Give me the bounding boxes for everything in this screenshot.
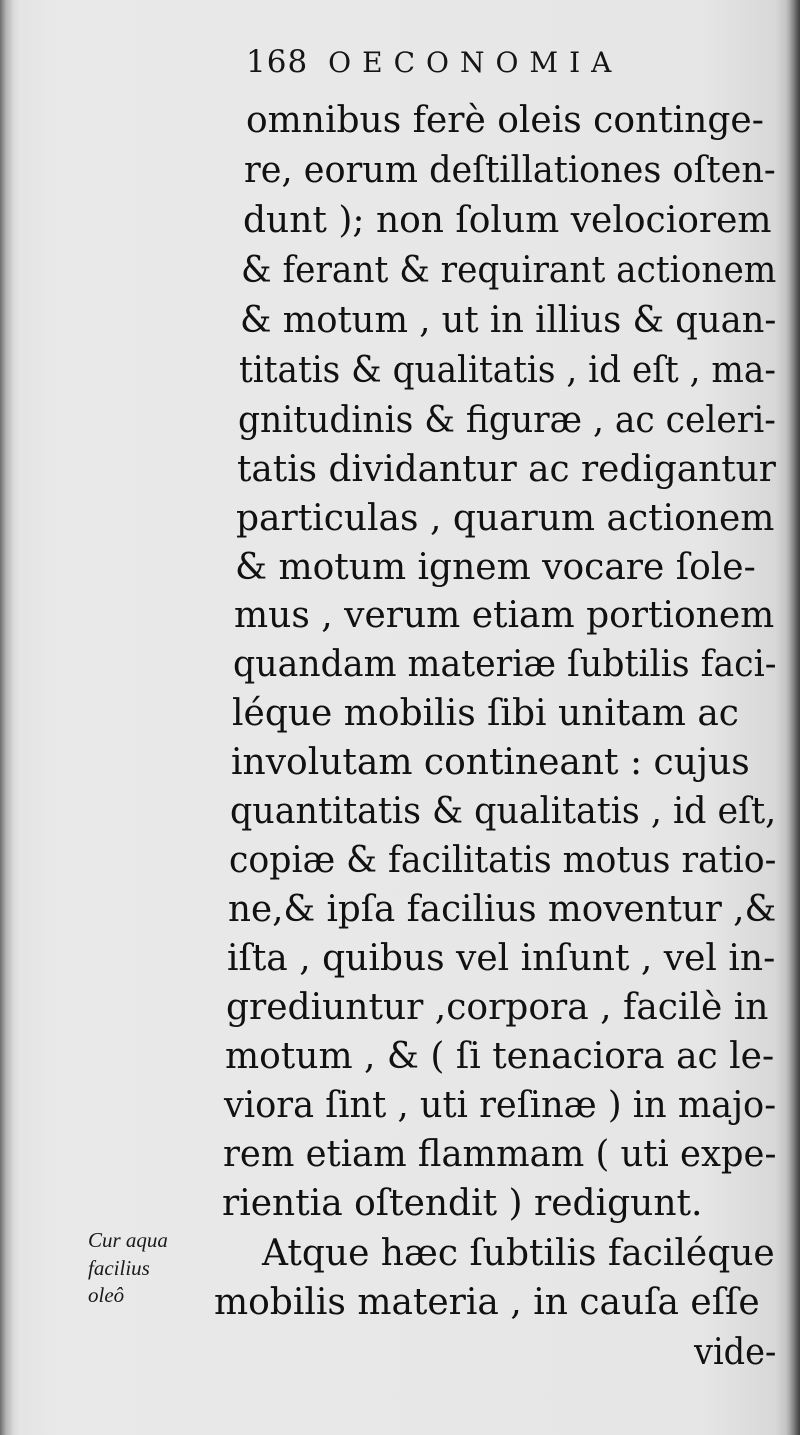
margin-note-line: oleô xyxy=(88,1283,125,1307)
text-line: iſta , quibus vel inſunt , vel in- xyxy=(227,938,776,979)
text-line: re, eorum deſtillationes oſten- xyxy=(244,150,776,191)
text-line: ne,& ipſa facilius moventur ,& xyxy=(228,889,777,930)
page-edge-shadow xyxy=(786,0,800,1435)
text-line: involutam contineant : cujus xyxy=(231,742,750,783)
text-line: quantitatis & qualitatis , id eſt, xyxy=(230,791,777,832)
margin-note-line: facilius xyxy=(88,1256,150,1280)
text-line: & ferant & requirant actionem xyxy=(241,250,777,291)
text-line: mus , verum etiam portionem xyxy=(234,595,775,636)
text-line: grediuntur ,corpora , facilè in xyxy=(226,987,769,1028)
text-line: vide- xyxy=(694,1332,777,1373)
text-line: & motum ignem vocare ſole- xyxy=(235,547,756,588)
text-line: quandam materiæ ſubtilis faci- xyxy=(233,644,777,685)
text-line: omnibus ferè oleis continge- xyxy=(246,100,764,141)
running-header xyxy=(246,44,622,84)
text-line: dunt ); non ſolum velociorem xyxy=(243,200,772,241)
text-line: titatis & qualitatis , id eſt , ma- xyxy=(239,350,776,391)
text-line: copiæ & facilitatis motus ratio- xyxy=(229,840,777,881)
text-line: mobilis materia , in cauſa eſſe xyxy=(214,1282,760,1323)
text-line: tatis dividantur ac redigantur xyxy=(237,449,776,490)
text-line: léque mobilis ſibi unitam ac xyxy=(232,693,739,734)
text-line: Atque hæc ſubtilis faciléque xyxy=(262,1233,775,1274)
page-number: 168 xyxy=(246,44,309,80)
text-line: & motum , ut in illius & quan- xyxy=(240,300,777,341)
book-binding-shadow xyxy=(0,0,22,1435)
text-line: rientia oſtendit ) redigunt. xyxy=(222,1183,703,1224)
text-line: gnitudinis & figuræ , ac celeri- xyxy=(238,400,776,441)
text-line: motum , & ( ſi tenaciora ac le- xyxy=(225,1036,775,1077)
margin-note-line: Cur aqua xyxy=(88,1228,168,1252)
running-head-title: OECONOMIA xyxy=(328,46,623,79)
text-line: viora ſint , uti reſinæ ) in majo- xyxy=(224,1085,777,1126)
text-line: rem etiam flammam ( uti expe- xyxy=(223,1134,777,1175)
text-line: particulas , quarum actionem xyxy=(236,498,775,539)
